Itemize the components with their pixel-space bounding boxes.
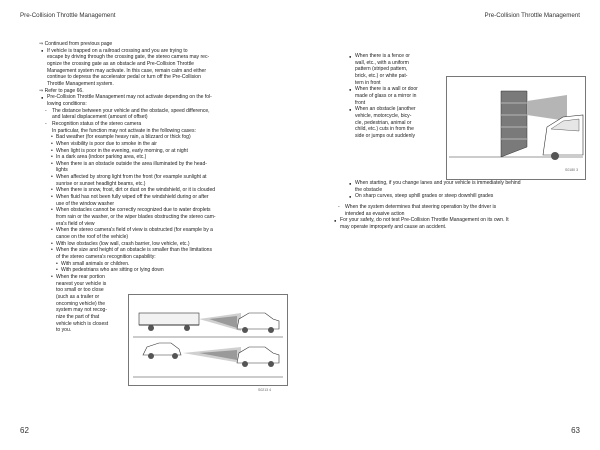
own-vehicle-upper — [237, 313, 279, 333]
evasive-dash — [331, 204, 593, 217]
text-line: ● When an obstacle (another — [355, 106, 416, 113]
text-line: era's field of view — [56, 220, 95, 227]
capability-sub-item: • With pedestrians who are sitting or lying down — [38, 267, 288, 274]
right-page-closing — [331, 204, 593, 231]
camera-case-item — [38, 241, 288, 248]
camera-case-item — [38, 207, 288, 227]
camera-beam — [527, 95, 567, 121]
right-running-header: Pre-Collision Throttle Management — [484, 12, 580, 19]
rear-portion-figure — [128, 294, 288, 386]
text-line: front — [355, 99, 366, 106]
text-line: the obstacle — [355, 186, 383, 193]
striped-wall — [501, 91, 527, 157]
camera-cases-list — [38, 134, 288, 260]
text-line: - Recognition status of the stereo camera — [52, 120, 142, 127]
starting-bullet — [346, 180, 592, 193]
text-line: too small or too close — [56, 287, 104, 294]
text-line: ● When there is a wall or door — [355, 86, 418, 93]
recognition-dash — [38, 121, 288, 134]
text-line: • When affected by strong light from the front (for example sunlight at — [56, 174, 207, 181]
text-line: ● Pre-Collision Throttle Management may not activate depending on the fol- — [47, 94, 212, 101]
text-line: child, etc.) cuts in from the — [355, 126, 414, 133]
text-line: canoe on the roof of the vehicle) — [56, 234, 129, 241]
text-line: • When the rear portion — [56, 273, 105, 280]
own-vehicle-lower — [237, 347, 279, 367]
left-page-body — [38, 41, 288, 334]
text-line: from rain or the washer, or the wiper blades obstructing the stereo cam- — [56, 214, 216, 221]
text-line: system may not recog- — [56, 307, 108, 314]
text-line: side or jumps out suddenly — [355, 132, 416, 139]
text-line: vehicle, motorcycle, bicy- — [355, 112, 412, 119]
railroad-bullet — [38, 48, 288, 88]
right-page-upper — [346, 53, 441, 140]
camera-case-item — [38, 227, 288, 240]
text-line: • When fluid has not been fully wiped off the windshield during or after — [56, 194, 209, 201]
left-page-number: 62 — [20, 426, 29, 435]
camera-case-item — [38, 174, 288, 187]
text-line: • When the stereo camera's field of view is obstructed (for example by a — [56, 227, 213, 234]
text-line: ● If vehicle is trapped on a railroad crossing and you are trying to — [47, 47, 188, 54]
capability-sub-item: • With small animals or children. — [38, 261, 288, 268]
text-line: lights — [56, 167, 68, 174]
text-line: may operate improperly and cause an accident. — [340, 223, 447, 230]
text-line: lowing conditions: — [47, 100, 87, 107]
text-line: nize the part of that — [56, 313, 100, 320]
right-page-lower — [346, 180, 592, 200]
text-line: made of glass or a mirror in — [355, 92, 417, 99]
text-line: • When light is poor in the evening, early morning, or at night — [56, 147, 188, 154]
fence-wall-figure — [446, 76, 586, 180]
text-line: oncoming vehicle) the — [56, 300, 106, 307]
text-line: of the stereo camera's recognition capability: — [56, 254, 156, 260]
own-vehicle-rear — [543, 115, 583, 160]
text-line: ● When starting, if you change lanes and your vehicle is immediately behind — [355, 180, 521, 186]
obstacle-bullet — [346, 106, 441, 139]
right-figure-id: S0180 3 — [565, 168, 579, 172]
text-line: • When the size and height of an obstacle is smaller than the limitations — [56, 247, 212, 254]
rear-portion-bullet — [38, 274, 142, 334]
safety-bullet — [331, 217, 593, 230]
text-line: • When there is snow, frost, dirt or dust on the windshield, or it is clouded — [56, 187, 216, 194]
oncoming-vehicle — [143, 343, 181, 359]
camera-case-item — [38, 154, 288, 161]
text-line: ● For your safety, do not test Pre-Collision Throttle Management on its own. It — [340, 217, 509, 224]
text-line: - When the system determines that steering operation by the driver is — [345, 204, 497, 210]
conditions-bullet — [38, 94, 288, 107]
trailer-illustration — [139, 313, 199, 331]
text-line: • In a dark area (indoor parking area, etc.) — [56, 154, 147, 161]
text-line: • When there is an obstacle outside the area illuminated by the head- — [56, 160, 207, 167]
text-line: • When visibility is poor due to smoke in the air — [56, 140, 157, 147]
text-line: intended as evasive action — [345, 210, 405, 217]
text-line: use of the window washer — [56, 200, 115, 207]
camera-case-item — [38, 134, 288, 141]
text-line: - The distance between your vehicle and the obstacle, speed difference, — [52, 107, 210, 114]
left-figure-id: S0213 4 — [258, 388, 272, 392]
camera-case-item — [38, 247, 288, 260]
text-line: wall, etc., with a uniform — [355, 59, 409, 66]
text-line: brick, etc.) or white pat- — [355, 72, 408, 79]
text-line: Throttle Management system. — [47, 80, 114, 87]
text-line: • When obstacles cannot be correctly recognized due to water droplets — [56, 207, 211, 214]
text-line: and lateral displacement (amount of offset) — [52, 114, 148, 121]
glass-bullet — [346, 86, 441, 106]
text-line: cle, pedestrian, animal or — [355, 119, 412, 126]
text-line: • Bad weather (for example heavy rain, a blizzard or thick fog) — [56, 134, 191, 141]
text-line: to you. — [56, 327, 72, 334]
left-running-header: Pre-Collision Throttle Management — [20, 12, 116, 19]
camera-case-item — [38, 148, 288, 155]
camera-case-item — [38, 141, 288, 148]
continued-note: ⇒ Continued from previous page — [39, 41, 113, 47]
text-line: escape by driving through the crossing gate, the stereo camera may rec- — [47, 54, 210, 61]
text-line: nearest your vehicle is — [56, 280, 107, 287]
text-line: tern in front — [355, 79, 381, 86]
text-line: pattern (striped pattern, — [355, 66, 408, 73]
text-line: In particular, the function may not activate in the following cases: — [52, 127, 196, 134]
text-line: sunrise or sunset headlight beams, etc.) — [56, 180, 146, 187]
refer-note: ⇒ Refer to page 66. — [39, 87, 84, 94]
text-line: ● When there is a fence or — [355, 53, 410, 59]
distance-dash — [38, 108, 288, 121]
text-line: (such as a trailer or — [56, 293, 100, 300]
sharp-curves-bullet: ● On sharp curves, steep uphill grades or steep downhill grades — [346, 193, 592, 200]
text-line: continue to depress the accelerator pedal or turn off the Pre-Collision — [47, 74, 201, 81]
camera-case-item — [38, 161, 288, 174]
fence-bullet — [346, 53, 441, 86]
text-line: vehicle which is closest — [56, 320, 109, 327]
camera-case-item — [38, 194, 288, 207]
camera-case-item — [38, 187, 288, 194]
text-line: Management system may activate. In this case, remain calm and either — [47, 67, 207, 74]
text-line: ognize the crossing gate as an obstacle and Pre-Collision Throttle — [47, 60, 194, 67]
text-line: • With low obstacles (low wall, crash barrier, low vehicle, etc.) — [56, 240, 190, 247]
capability-sub-list — [38, 261, 288, 274]
right-page-number: 63 — [571, 426, 580, 435]
